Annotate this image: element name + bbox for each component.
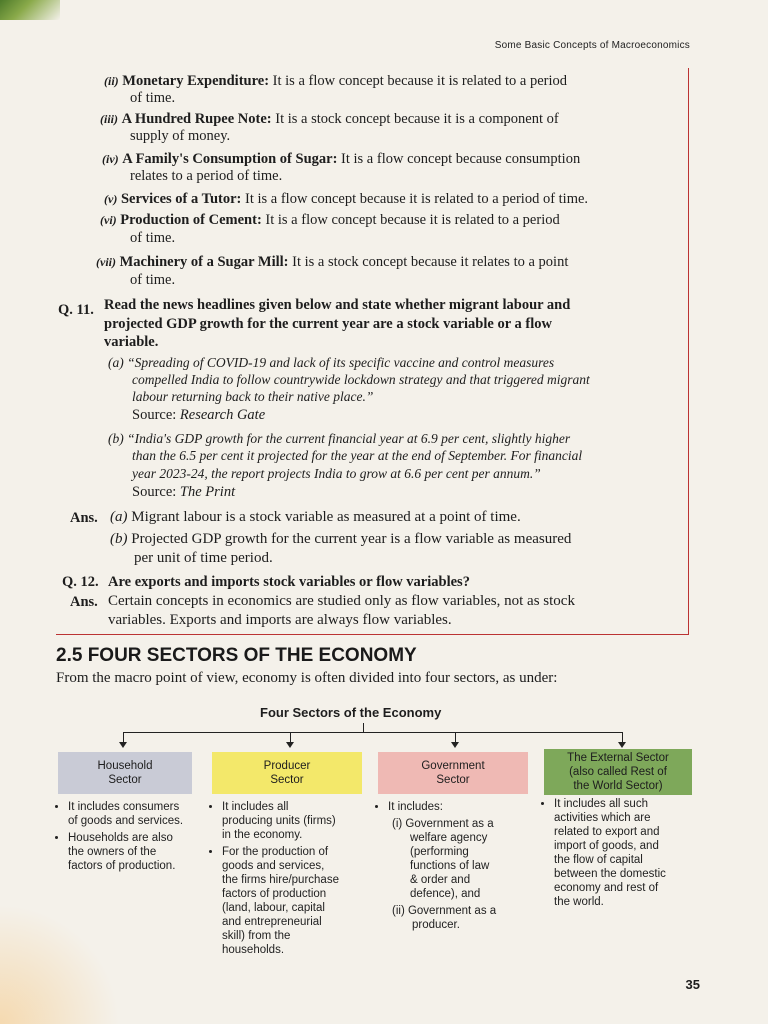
section-intro: From the macro point of view, economy is often divided into four sectors, as under:	[56, 670, 558, 686]
page-corner-shadow	[0, 0, 60, 20]
sector-label: Sector	[436, 774, 470, 786]
question-text-line: variable.	[104, 334, 159, 350]
sub-item: (ii) Government as a producer.	[392, 905, 497, 931]
item-number: (iii)	[100, 112, 118, 126]
sector-label: (also called Rest of	[569, 766, 667, 778]
connector-line	[622, 732, 623, 742]
sector-label: The External Sector	[567, 752, 669, 764]
arrow-head	[618, 742, 626, 748]
answer-text: per unit of time period.	[134, 550, 273, 566]
external-sector-box	[544, 749, 692, 795]
answer-label: Ans.	[70, 510, 98, 526]
item-text: It is a flow concept because it is related to a period of time.	[241, 191, 589, 207]
light-glare	[0, 904, 120, 1024]
headline-source	[132, 483, 235, 501]
sector-label: Sector	[270, 774, 304, 786]
option-label: (a)	[108, 355, 124, 370]
answer-b	[110, 530, 571, 548]
question-text-line: projected GDP growth for the current year are a stock variable or a flow	[104, 316, 552, 332]
description-item: • For the production of goods and services, the firms hire/purchase factors of production (land, labour, capital and entrepreneurial skill) from the households.	[222, 845, 362, 957]
item-text: It is a flow concept because consumption	[337, 151, 581, 167]
headline-a	[108, 354, 554, 372]
household-sector-box	[58, 752, 192, 794]
item-number: (iv)	[102, 152, 119, 166]
sector-label: the World Sector)	[573, 780, 663, 792]
item-iv-cont: relates to a period of time.	[130, 168, 283, 184]
description-item: • It includes:	[388, 800, 528, 814]
headline-text: year 2023-24, the report projects India to grow at 6.6 per cent per annum.”	[132, 466, 541, 481]
item-iii-cont: supply of money.	[130, 128, 231, 144]
external-description	[544, 797, 694, 912]
item-iv	[102, 150, 580, 168]
sub-item: (i) Government as a welfare agency (performing functions of law & order and defence), and	[392, 818, 494, 900]
description-item: • It includes consumers of goods and services.	[68, 800, 198, 828]
connector-line	[290, 732, 291, 742]
source-label: Source:	[132, 484, 180, 500]
answer-text: Migrant labour is a stock variable as measured at a point of time.	[131, 509, 521, 525]
headline-source	[132, 406, 265, 424]
answer-a	[110, 508, 521, 526]
option-label: (b)	[108, 431, 124, 446]
option-label: (a)	[110, 509, 128, 525]
question-text: Are exports and imports stock variables or flow variables?	[108, 574, 470, 590]
connector-line	[363, 723, 364, 732]
description-item: • Households are also the owners of the factors of production.	[68, 831, 198, 873]
item-title: A Hundred Rupee Note:	[121, 111, 272, 127]
question-number: Q. 12.	[62, 574, 99, 590]
question-number: Q. 11.	[58, 302, 94, 318]
arrow-head	[286, 742, 294, 748]
running-head: Some Basic Concepts of Macroeconomics	[494, 40, 690, 51]
page-number: 35	[685, 977, 700, 992]
source-name: The Print	[179, 484, 236, 500]
source-label: Source:	[132, 407, 180, 423]
item-title: Monetary Expenditure:	[122, 73, 270, 89]
item-vii-cont: of time.	[130, 272, 176, 288]
sector-label: Sector	[108, 774, 142, 786]
connector-line	[123, 732, 623, 733]
household-description	[58, 800, 198, 876]
item-title: Machinery of a Sugar Mill:	[119, 254, 289, 270]
headline-text: compelled India to follow countrywide lockdown strategy and that triggered migrant	[132, 372, 590, 387]
headline-b	[108, 430, 570, 448]
item-title: Production of Cement:	[120, 212, 262, 228]
item-iii	[100, 110, 559, 128]
sector-label: Government	[421, 760, 485, 772]
description-item: • It includes all such activities which are related to export and import of goods, and the flow of capital between the domestic economy and rest of the world.	[554, 797, 694, 909]
item-text: It is a flow concept because it is related to a period	[269, 73, 567, 89]
item-vii	[96, 253, 568, 271]
connector-line	[455, 732, 456, 742]
headline-text: “India's GDP growth for the current financial year at 6.9 per cent, slightly higher	[127, 431, 571, 446]
description-item: • It includes all producing units (firms) in the economy.	[222, 800, 362, 842]
item-number: (ii)	[104, 74, 119, 88]
headline-text: than the 6.5 per cent it projected for the year at the end of September. For financial	[132, 448, 583, 463]
producer-sector-box	[212, 752, 362, 794]
arrow-head	[451, 742, 459, 748]
item-text: It is a stock concept because it relates to a point	[288, 254, 569, 270]
headline-text: “Spreading of COVID-19 and lack of its specific vaccine and control measures	[127, 355, 555, 370]
item-vi	[100, 211, 560, 229]
item-number: (v)	[104, 192, 118, 206]
arrow-head	[119, 742, 127, 748]
section-heading: 2.5 FOUR SECTORS OF THE ECONOMY	[56, 645, 417, 666]
option-label: (b)	[110, 531, 128, 547]
source-name: Research Gate	[179, 407, 266, 423]
question-text-line: Read the news headlines given below and state whether migrant labour and	[104, 297, 571, 313]
headline-text: labour returning back to their native place.”	[132, 389, 374, 404]
producer-description	[212, 800, 362, 960]
item-ii-cont: of time.	[130, 90, 176, 106]
item-number: (vi)	[100, 213, 117, 227]
government-sector-box	[378, 752, 528, 794]
item-title: Services of a Tutor:	[120, 191, 242, 207]
item-ii	[104, 72, 567, 90]
answer-text: variables. Exports and imports are always flow variables.	[108, 612, 452, 628]
item-text: It is a stock concept because it is a component of	[271, 111, 559, 127]
connector-line	[123, 732, 124, 742]
diagram-title: Four Sectors of the Economy	[260, 705, 442, 720]
answer-label: Ans.	[70, 594, 98, 610]
item-title: A Family's Consumption of Sugar:	[122, 151, 338, 167]
sector-label: Household	[97, 760, 153, 772]
item-v	[104, 190, 588, 208]
answer-text: Projected GDP growth for the current year is a flow variable as measured	[131, 531, 572, 547]
sector-label: Producer	[263, 760, 311, 772]
answer-text: Certain concepts in economics are studied only as flow variables, not as stock	[108, 593, 575, 609]
item-number: (vii)	[96, 255, 116, 269]
item-vi-cont: of time.	[130, 230, 176, 246]
item-text: It is a flow concept because it is related to a period	[261, 212, 560, 228]
government-description	[378, 800, 528, 932]
